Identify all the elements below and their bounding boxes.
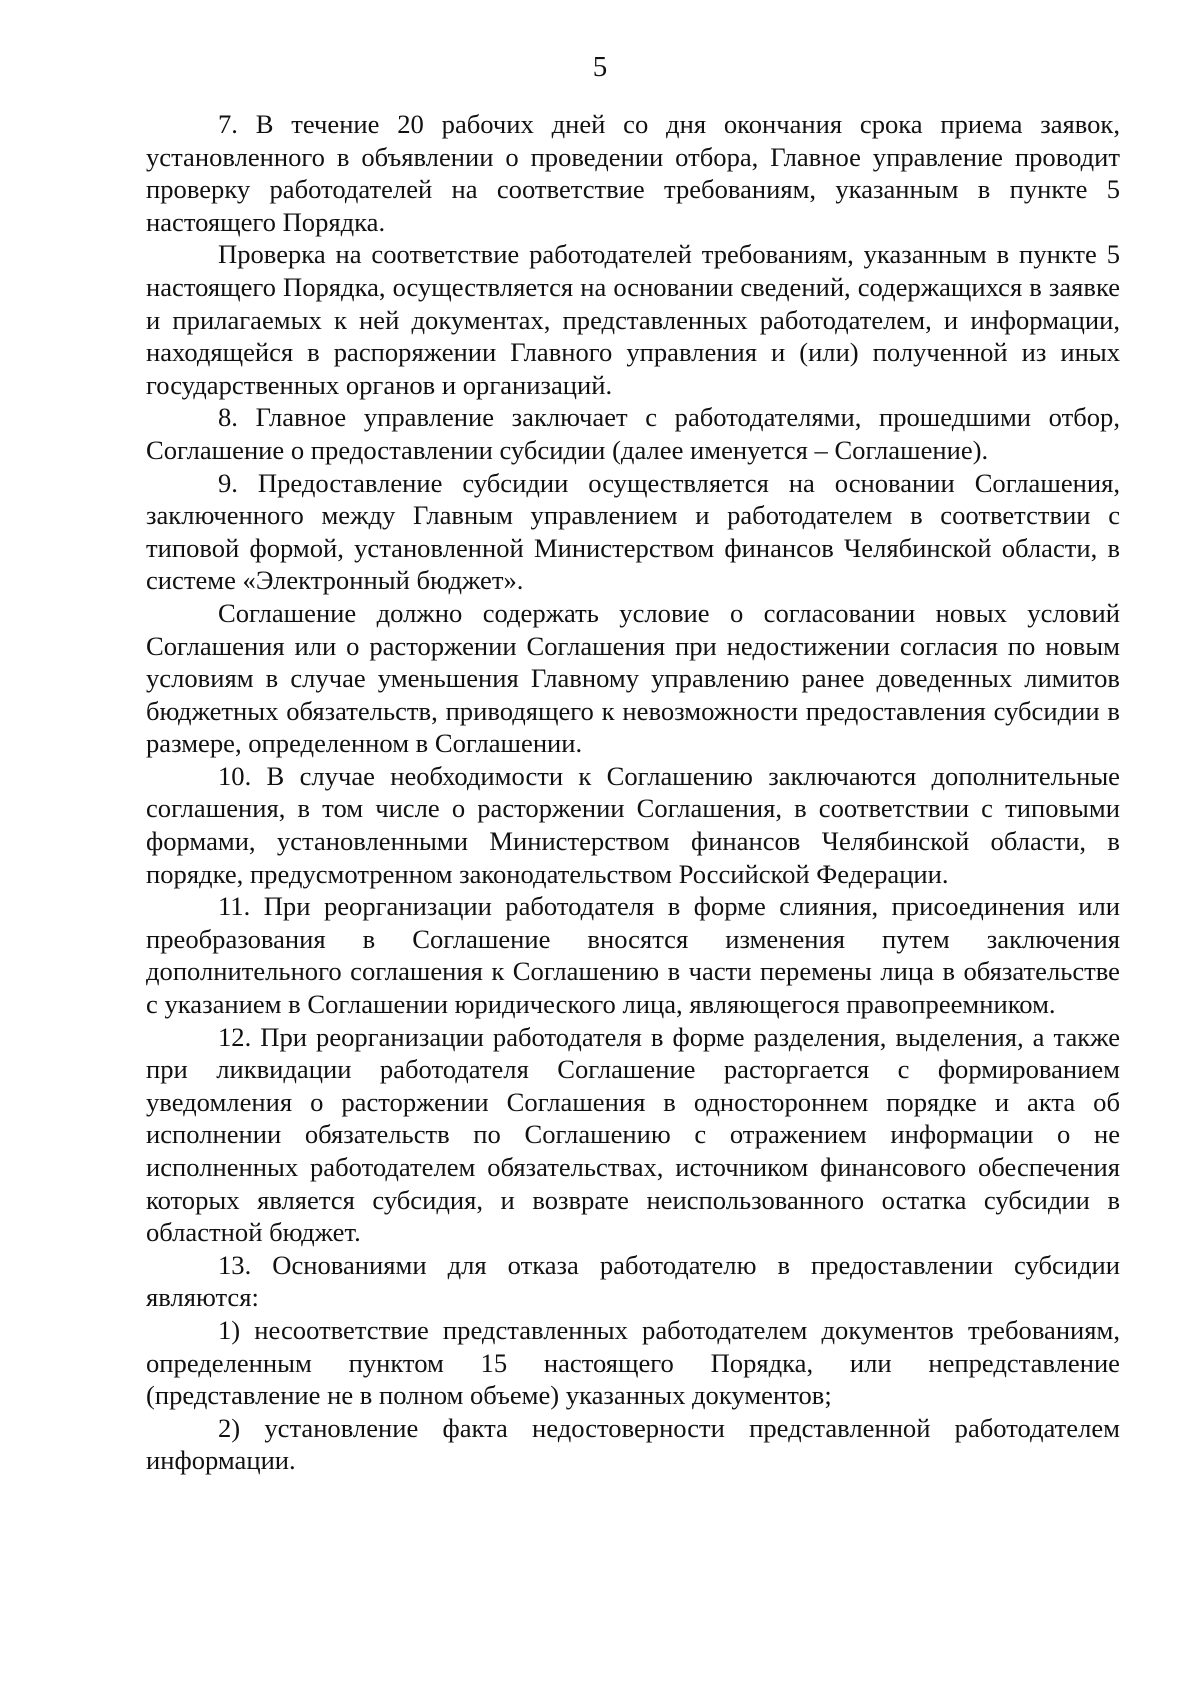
paragraph-11: 11. При реорганизации работодателя в форме слияния, присоединения или преобразования в Соглашение вносятся изменения путем заключения дополнительного соглашения к Соглашению в части перемены лица в обязательстве с указанием в Соглашении юридического лица, являющегося правопреемником. [146,891,1120,1020]
paragraph-13-item-2: 2) установление факта недостоверности представленной работодателем информации. [146,1412,1120,1476]
page-number: 5 [592,51,608,83]
paragraph-13: 13. Основаниями для отказа работодателю в предоставлении субсидии являются: [146,1249,1120,1313]
paragraph-12: 12. При реорганизации работодателя в форме разделения, выделения, а также при ликвидации работодателя Соглашение расторгается с формированием уведомления о расторжении Соглашения в одностороннем порядке и акта об исполнении обязательств по Соглашению с отражением информации о не исполненных работодателем обязательствах, источником финансового обеспечения которых является субсидия, и возврате неиспользованного остатка субсидии в областной бюджет. [146,1021,1120,1248]
paragraph-10: 10. В случае необходимости к Соглашению заключаются дополнительные соглашения, в том числе о расторжении Соглашения, в соответствии с типовыми формами, установленными Министерством финансов Челябинской области, в порядке, предусмотренном законодательством Российской Федерации. [146,760,1120,889]
paragraph-9: 9. Предоставление субсидии осуществляется на основании Соглашения, заключенного между Главным управлением и работодателем в соответствии с типовой формой, установленной Министерством финансов Челябинской области, в системе «Электронный бюджет». [146,467,1120,596]
paragraph-13-item-1: 1) несоответствие представленных работодателем документов требованиям, определенным пунктом 15 настоящего Порядка, или непредставление (представление не в полном объеме) указанных документов; [146,1314,1120,1411]
paragraph-7: 7. В течение 20 рабочих дней со дня окончания срока приема заявок, установленного в объявлении о проведении отбора, Главное управление проводит проверку работодателей на соответствие требованиям, указанным в пункте 5 настоящего Порядка. [146,109,1120,237]
paragraph-8: 8. Главное управление заключает с работодателями, прошедшими отбор, Соглашение о предоставлении субсидии (далее именуется – Соглашение). [146,402,1120,465]
paragraph-7-verification: Проверка на соответствие работодателей требованиям, указанным в пункте 5 настоящего Порядка, осуществляется на основании сведений, содержащихся в заявке и прилагаемых к ней документах, представленных работодателем, и информации, находящейся в распоряжении Главного управления и (или) полученной из иных государственных органов и организаций. [146,239,1120,400]
document-body [146,108,1120,1477]
paragraph-9-agreement-conditions: Соглашение должно содержать условие о согласовании новых условий Соглашения или о расторжении Соглашения при недостижении согласия по новым условиям в случае уменьшения Главному управлению ранее доведенных лимитов бюджетных обязательств, приводящего к невозможности предоставления субсидии в размере, определенном в Соглашении. [146,597,1120,759]
